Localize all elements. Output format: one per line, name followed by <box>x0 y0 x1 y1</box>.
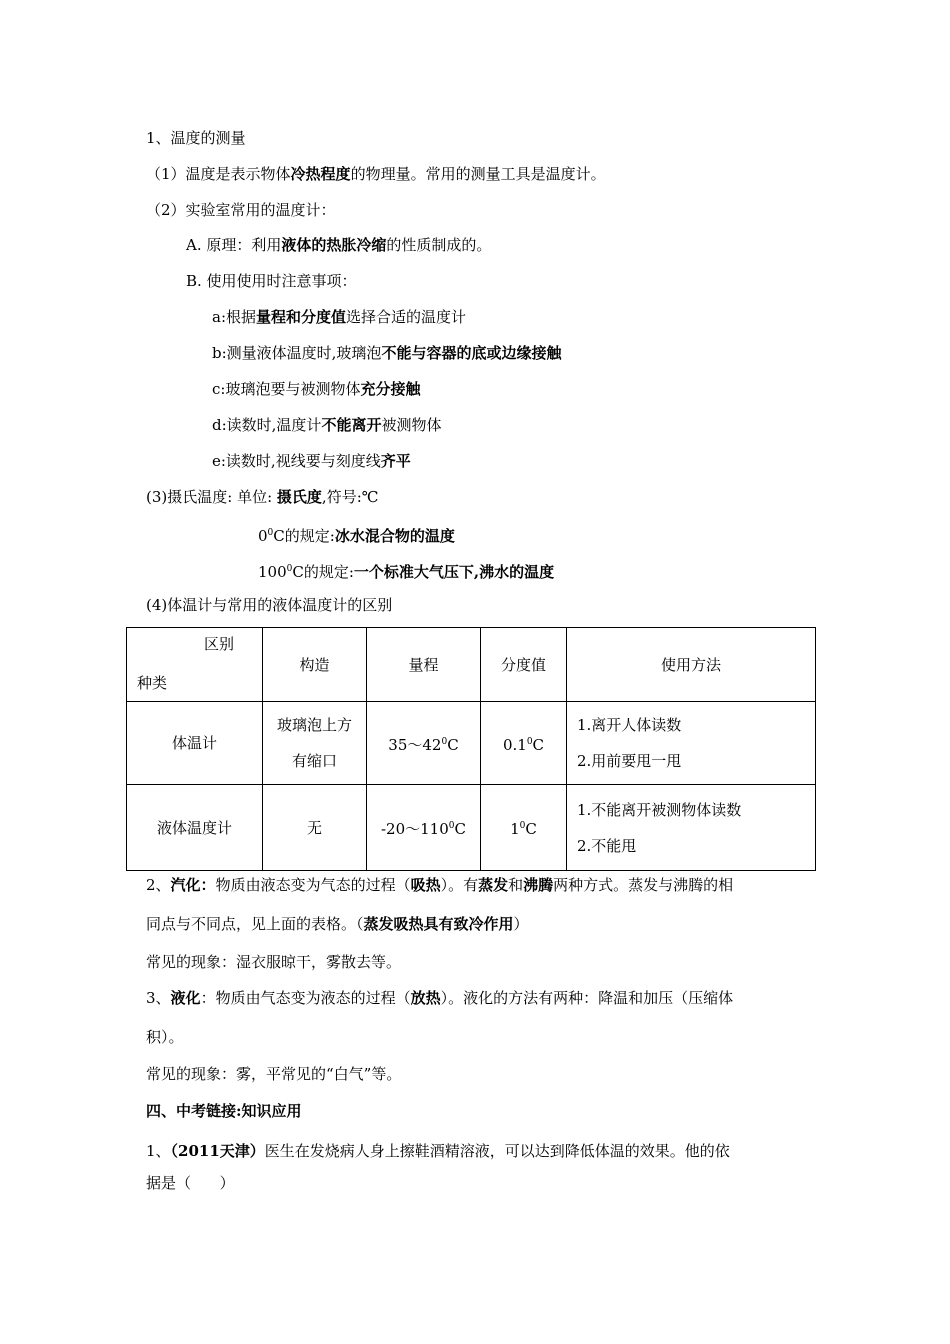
header-usage: 使用方法 <box>567 628 816 702</box>
text: 同点与不同点，见上面的表格。（ <box>146 915 364 933</box>
row-name: 液体温度计 <box>127 785 263 871</box>
paragraph-celsius <box>146 487 379 507</box>
text: 2.不能甩 <box>577 836 637 855</box>
text: 的物理量。常用的测量工具是温度计。 <box>350 165 606 183</box>
text: 选择合适的温度计 <box>346 308 467 326</box>
paragraph-vaporization-cont <box>146 914 529 934</box>
bold-text: 不能与容器的底或边缘接触 <box>381 344 562 362</box>
paragraph-liquefaction <box>146 988 733 1008</box>
bold-text: （2011天津） <box>170 1142 265 1160</box>
section-heading-exam-link: 四、中考链接:知识应用 <box>146 1102 302 1120</box>
text: 2.用前要甩一甩 <box>577 752 682 770</box>
note-c <box>212 379 420 399</box>
text: ） <box>513 915 529 933</box>
corner-label-top: 区别 <box>203 635 234 653</box>
corner-label-bottom: 种类 <box>137 674 168 692</box>
table-corner-cell <box>127 628 263 702</box>
bold-text: 吸热 <box>410 876 441 894</box>
text: 3、 <box>146 989 171 1007</box>
note-e <box>212 451 411 471</box>
text: -20～110 <box>380 820 449 838</box>
comparison-table <box>126 627 816 871</box>
text: 和 <box>508 876 524 894</box>
header-range: 量程 <box>367 628 481 702</box>
text: 被测物体 <box>381 416 442 434</box>
text: 2、 <box>146 876 171 894</box>
bold-text: 液化 <box>170 989 201 1007</box>
paragraph-thermometer-comparison: (4)体温计与常用的液体温度计的区别 <box>146 596 393 614</box>
degree-sup: 0 <box>519 821 526 831</box>
row-structure <box>263 702 367 785</box>
text: 医生在发烧病人身上擦鞋酒精溶液，可以达到降低体温的效果。他的依 <box>264 1142 730 1160</box>
header-division: 分度值 <box>481 628 567 702</box>
header-structure: 构造 <box>263 628 367 702</box>
text: 1、 <box>146 1142 171 1160</box>
paragraph-lab-thermometer: （2）实验室常用的温度计： <box>146 201 336 219</box>
row-structure: 无 <box>263 785 367 871</box>
note-b <box>212 343 561 363</box>
row-usage <box>567 785 816 871</box>
bold-text: 沸腾 <box>523 876 554 894</box>
table-header-row <box>127 628 816 702</box>
text: 0.1 <box>502 735 527 754</box>
table-row <box>127 785 816 871</box>
bold-text: 一个标准大气压下,沸水的温度 <box>353 563 555 581</box>
bold-text: 量程和分度值 <box>256 308 347 326</box>
text: 玻璃泡上方 <box>276 716 352 734</box>
text: ）。液化的方法有两种：降温和加压（压缩体 <box>440 989 734 1007</box>
question-1 <box>146 1141 730 1161</box>
text: C <box>447 735 459 754</box>
bold-text: 冰水混合物的温度 <box>334 527 455 545</box>
row-range <box>367 702 481 785</box>
text: a:根据 <box>212 308 256 326</box>
note-d <box>212 415 441 435</box>
table-row <box>127 702 816 785</box>
text: 的性质制成的。 <box>386 236 492 254</box>
text: C的规定: <box>273 527 335 545</box>
bold-text: 齐平 <box>380 452 411 470</box>
question-1-cont: 据是（ ） <box>146 1174 235 1192</box>
paragraph-temperature-definition <box>146 164 606 184</box>
text: 0 <box>258 527 268 545</box>
text: C的规定: <box>292 563 354 581</box>
bold-text: 不能离开 <box>321 416 382 434</box>
celsius-zero-definition <box>258 523 455 546</box>
row-division <box>481 785 567 871</box>
text: （1）温度是表示物体 <box>146 165 291 183</box>
paragraph-liquefaction-cont: 积）。 <box>146 1028 184 1046</box>
paragraph-vaporization-examples: 常见的现象：湿衣服晾干，雾散去等。 <box>146 953 402 971</box>
text: 1.不能离开被测物体读数 <box>577 800 742 819</box>
text: c:玻璃泡要与被测物体 <box>212 380 361 398</box>
text: ）。有 <box>440 876 479 894</box>
item-principle <box>186 235 491 255</box>
text: 100 <box>258 563 287 581</box>
text: C <box>454 820 466 838</box>
paragraph-liquefaction-examples: 常见的现象：雾，平常见的“白气”等。 <box>146 1065 402 1083</box>
text: ：物质由气态变为液态的过程（ <box>200 989 411 1007</box>
row-name: 体温计 <box>127 702 263 785</box>
text: 两种方式。蒸发与沸腾的相 <box>553 876 734 894</box>
paragraph-vaporization <box>146 875 733 895</box>
text: 35～42 <box>388 735 442 754</box>
text: 1.离开人体读数 <box>577 716 682 734</box>
celsius-hundred-definition <box>258 559 554 582</box>
row-division <box>481 702 567 785</box>
bold-text: 蒸发吸热具有致冷作用 <box>363 915 514 933</box>
degree-sup: 0 <box>448 821 455 831</box>
text: (3)摄氏温度: 单位: <box>146 488 277 506</box>
text: b:测量液体温度时,玻璃泡 <box>212 344 382 362</box>
degree-sup: 0 <box>526 736 533 747</box>
text: ,符号: <box>321 488 362 506</box>
degree-sup: 0 <box>441 736 448 747</box>
text: 有缩口 <box>291 752 337 770</box>
text: A. 原理：利用 <box>186 236 282 254</box>
row-range <box>367 785 481 871</box>
bold-text: 摄氏度 <box>276 488 322 506</box>
degree-sup: 0 <box>286 564 293 574</box>
bold-text: 汽化： <box>170 876 216 894</box>
text: d:读数时,温度计 <box>212 416 322 434</box>
bold-text: 蒸发 <box>478 876 509 894</box>
degree-sup: 0 <box>267 528 274 538</box>
item-usage-notes: B. 使用使用时注意事项： <box>186 272 357 290</box>
section-title-temperature-measurement: 1、温度的测量 <box>146 129 246 147</box>
text: 1 <box>510 820 520 838</box>
bold-text: 充分接触 <box>360 380 421 398</box>
row-usage <box>567 702 816 785</box>
bold-text: 液体的热胀冷缩 <box>281 236 387 254</box>
text: C <box>525 820 537 838</box>
text: 物质由液态变为气态的过程（ <box>215 876 411 894</box>
text: e:读数时,视线要与刻度线 <box>212 452 381 470</box>
bold-text: 放热 <box>410 989 441 1007</box>
celsius-symbol: ℃ <box>361 488 379 506</box>
text: C <box>532 735 545 754</box>
bold-text: 冷热程度 <box>290 165 351 183</box>
note-a <box>212 307 466 327</box>
